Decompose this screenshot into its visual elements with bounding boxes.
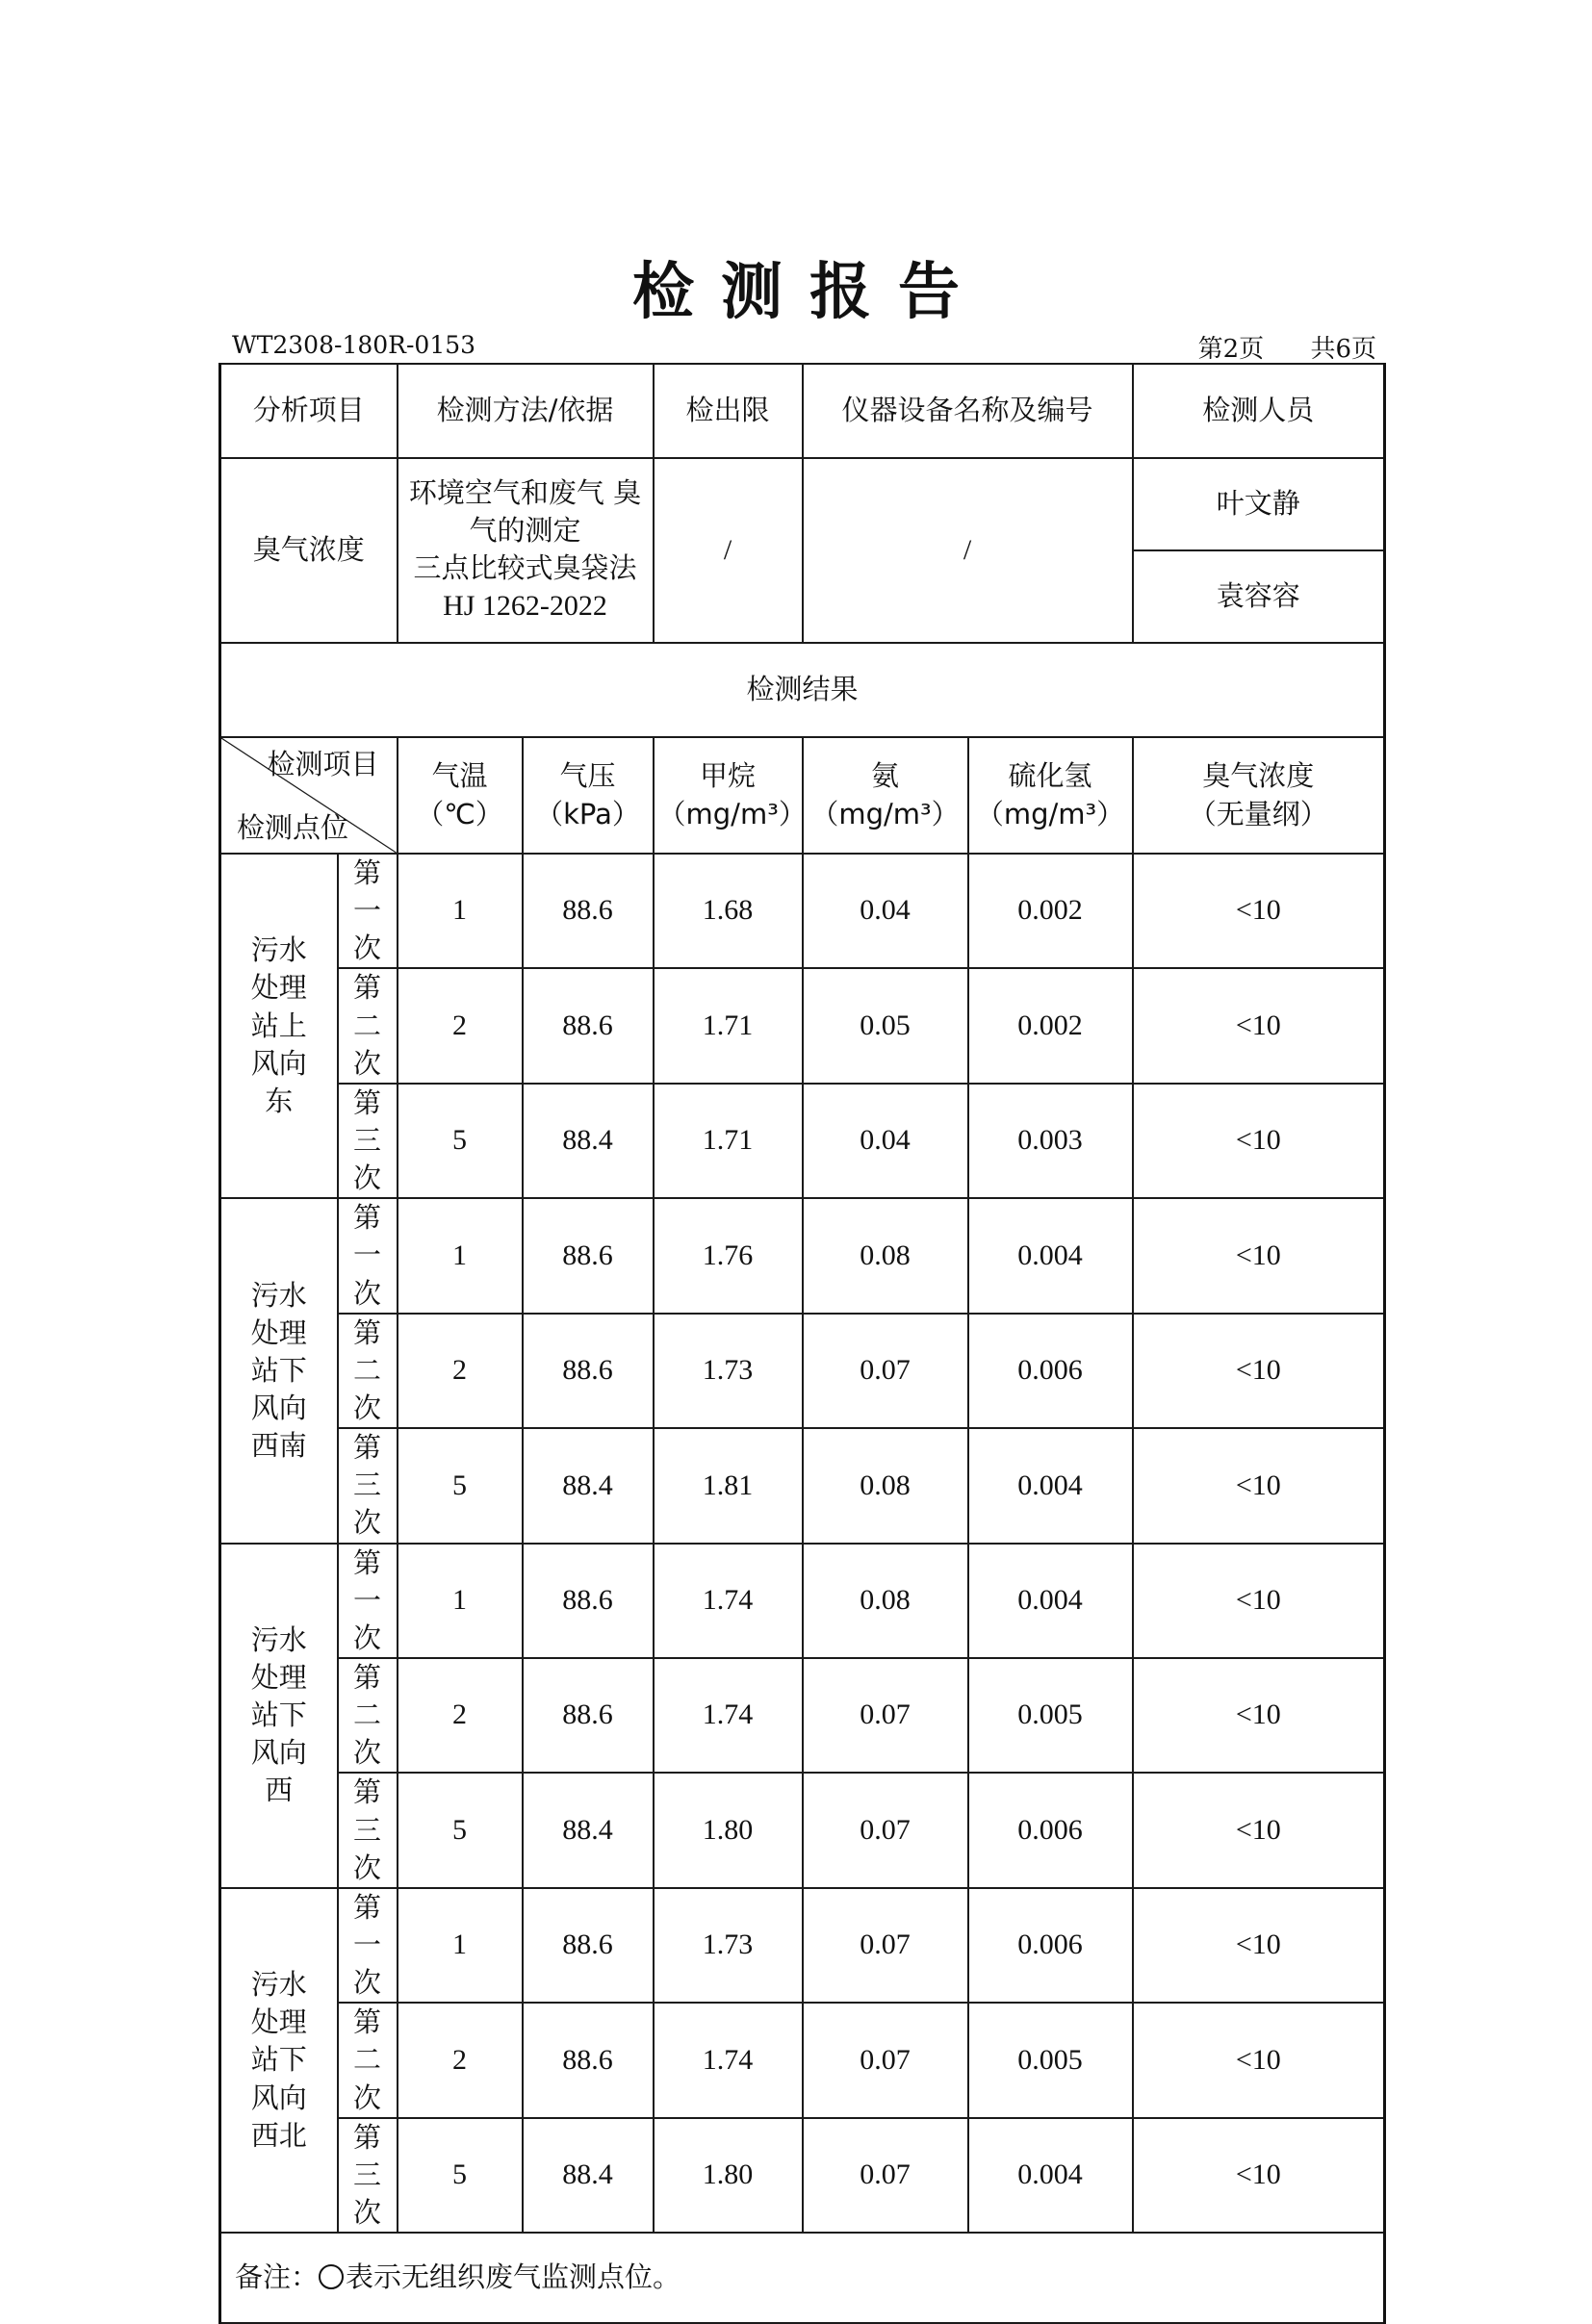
sampling-round: 第三次 bbox=[338, 2118, 398, 2233]
value-cell: 2 bbox=[398, 968, 523, 1083]
column-unit: （无量纲） bbox=[1188, 797, 1328, 830]
value-cell: 1.74 bbox=[654, 1544, 803, 1658]
detection-limit: / bbox=[654, 458, 803, 643]
method-line-1: 环境空气和废气 臭气的测定 bbox=[408, 476, 642, 548]
column-name: 气压 bbox=[559, 759, 616, 793]
location-line: 西 bbox=[265, 1774, 294, 1807]
table-row bbox=[220, 1888, 1385, 2003]
sampling-round: 第三次 bbox=[338, 1773, 398, 1887]
value-cell: 5 bbox=[398, 1428, 523, 1543]
value-cell: <10 bbox=[1133, 854, 1385, 968]
location-line: 站下 bbox=[250, 1353, 307, 1387]
value-cell: 1.74 bbox=[654, 2003, 803, 2117]
value-cell: 88.6 bbox=[523, 1888, 654, 2003]
monitoring-location bbox=[220, 1888, 338, 2233]
column-name: 气温 bbox=[431, 759, 488, 793]
column-unit: （mg/m³） bbox=[657, 797, 807, 830]
table-row bbox=[220, 968, 1385, 1083]
value-cell: <10 bbox=[1133, 1084, 1385, 1198]
value-cell: 1 bbox=[398, 1888, 523, 2003]
report-table bbox=[218, 363, 1386, 2324]
page-number: 第2页 bbox=[1197, 335, 1265, 364]
column-unit: （mg/m³） bbox=[975, 797, 1125, 830]
sampling-round: 第二次 bbox=[338, 2003, 398, 2117]
column-header bbox=[654, 737, 807, 854]
diag-header-item: 检测项目 bbox=[267, 748, 379, 780]
note-row bbox=[220, 2233, 1385, 2323]
header-instrument: 仪器设备名称及编号 bbox=[803, 364, 1133, 458]
table-row bbox=[220, 2003, 1385, 2117]
sampling-round: 第三次 bbox=[338, 1428, 398, 1543]
column-header bbox=[523, 737, 654, 854]
value-cell: 1.80 bbox=[654, 1773, 803, 1887]
method-basis bbox=[398, 458, 654, 643]
header-staff: 检测人员 bbox=[1133, 364, 1385, 458]
value-cell: 0.04 bbox=[803, 854, 968, 968]
results-header-row bbox=[220, 737, 1385, 854]
location-line: 站上 bbox=[250, 1009, 307, 1042]
column-name: 臭气浓度 bbox=[1202, 759, 1315, 793]
column-header bbox=[1133, 737, 1385, 854]
value-cell: 0.004 bbox=[968, 1428, 1133, 1543]
report-title: 检测报告 bbox=[632, 257, 987, 328]
value-cell: 1.80 bbox=[654, 2118, 803, 2233]
value-cell: 0.07 bbox=[803, 1888, 968, 2003]
value-cell: 0.04 bbox=[803, 1084, 968, 1198]
value-cell: <10 bbox=[1133, 1888, 1385, 2003]
value-cell: <10 bbox=[1133, 2118, 1385, 2233]
value-cell: 0.004 bbox=[968, 1544, 1133, 1658]
location-line: 站下 bbox=[250, 1698, 307, 1732]
staff-name-1: 叶文静 bbox=[1133, 458, 1385, 550]
value-cell: 0.08 bbox=[803, 1544, 968, 1658]
value-cell: 2 bbox=[398, 1314, 523, 1428]
location-line: 西南 bbox=[250, 1429, 307, 1463]
sampling-round: 第二次 bbox=[338, 968, 398, 1083]
value-cell: 1 bbox=[398, 1544, 523, 1658]
column-name: 甲烷 bbox=[700, 759, 757, 793]
value-cell: 1.73 bbox=[654, 1888, 803, 2003]
value-cell: 88.6 bbox=[523, 1658, 654, 1773]
value-cell: 88.4 bbox=[523, 2118, 654, 2233]
sampling-round: 第二次 bbox=[338, 1658, 398, 1773]
value-cell: 1 bbox=[398, 854, 523, 968]
table-row bbox=[220, 1773, 1385, 1887]
header-method: 检测方法/依据 bbox=[398, 364, 654, 458]
results-title-row bbox=[220, 643, 1385, 737]
staff-name-2: 袁容容 bbox=[1133, 550, 1385, 643]
value-cell: 88.4 bbox=[523, 1084, 654, 1198]
value-cell: 0.006 bbox=[968, 1888, 1133, 2003]
value-cell: 1.68 bbox=[654, 854, 803, 968]
value-cell: 1.81 bbox=[654, 1428, 803, 1543]
location-line: 风向 bbox=[250, 1046, 307, 1080]
value-cell: 1.73 bbox=[654, 1314, 803, 1428]
table-row bbox=[220, 1314, 1385, 1428]
location-line: 污水 bbox=[250, 933, 307, 967]
table-row bbox=[220, 2118, 1385, 2233]
column-name: 氨 bbox=[871, 759, 900, 793]
method-standard: HJ 1262-2022 bbox=[443, 590, 607, 623]
value-cell: 88.6 bbox=[523, 968, 654, 1083]
value-cell: 2 bbox=[398, 2003, 523, 2117]
value-cell: 2 bbox=[398, 1658, 523, 1773]
value-cell: 0.006 bbox=[968, 1773, 1133, 1887]
diagonal-header-cell bbox=[220, 737, 398, 854]
value-cell: <10 bbox=[1133, 1773, 1385, 1887]
location-line: 处理 bbox=[250, 1315, 307, 1349]
value-cell: <10 bbox=[1133, 1544, 1385, 1658]
column-unit: （mg/m³） bbox=[810, 797, 960, 830]
value-cell: 0.002 bbox=[968, 968, 1133, 1083]
column-unit: （kPa） bbox=[535, 797, 640, 830]
value-cell: 0.07 bbox=[803, 2003, 968, 2117]
note-cell bbox=[220, 2233, 1385, 2323]
header-detection-limit: 检出限 bbox=[654, 364, 803, 458]
location-line: 处理 bbox=[250, 1660, 307, 1694]
column-name: 硫化氢 bbox=[1008, 759, 1092, 793]
column-header bbox=[803, 737, 968, 854]
value-cell: <10 bbox=[1133, 1658, 1385, 1773]
note-label: 备注： bbox=[235, 2260, 320, 2294]
value-cell: 0.08 bbox=[803, 1428, 968, 1543]
value-cell: 1.71 bbox=[654, 1084, 803, 1198]
value-cell: <10 bbox=[1133, 2003, 1385, 2117]
value-cell: 0.005 bbox=[968, 1658, 1133, 1773]
value-cell: 0.07 bbox=[803, 1773, 968, 1887]
location-line: 污水 bbox=[250, 1968, 307, 2002]
sampling-round: 第三次 bbox=[338, 1084, 398, 1198]
value-cell: 88.4 bbox=[523, 1428, 654, 1543]
diag-header-location: 检测点位 bbox=[237, 810, 349, 844]
value-cell: 0.005 bbox=[968, 2003, 1133, 2117]
page-total: 共6页 bbox=[1310, 335, 1376, 364]
monitoring-location bbox=[220, 1544, 338, 1888]
document-number: WT2308-180R-0153 bbox=[232, 331, 476, 359]
method-header-row bbox=[220, 364, 1385, 458]
sampling-round: 第二次 bbox=[338, 1314, 398, 1428]
monitoring-location bbox=[220, 1198, 338, 1543]
results-title: 检测结果 bbox=[220, 643, 1385, 737]
value-cell: 0.003 bbox=[968, 1084, 1133, 1198]
value-cell: 0.006 bbox=[968, 1314, 1133, 1428]
instrument-id: / bbox=[803, 458, 1133, 643]
value-cell: 88.6 bbox=[523, 2003, 654, 2117]
value-cell: 0.002 bbox=[968, 854, 1133, 968]
column-unit: （℃） bbox=[416, 797, 503, 830]
table-row bbox=[220, 1084, 1385, 1198]
value-cell: 0.07 bbox=[803, 1314, 968, 1428]
location-line: 污水 bbox=[250, 1278, 307, 1312]
location-line: 处理 bbox=[250, 2005, 307, 2039]
table-row bbox=[220, 1198, 1385, 1313]
value-cell: 1.71 bbox=[654, 968, 803, 1083]
location-line: 风向 bbox=[250, 1736, 307, 1770]
value-cell: 0.004 bbox=[968, 1198, 1133, 1313]
table-row bbox=[220, 1658, 1385, 1773]
page-indicator bbox=[1198, 329, 1376, 365]
location-line: 处理 bbox=[250, 971, 307, 1005]
value-cell: <10 bbox=[1133, 1198, 1385, 1313]
value-cell: 88.6 bbox=[523, 1314, 654, 1428]
value-cell: 1.74 bbox=[654, 1658, 803, 1773]
sampling-round: 第一次 bbox=[338, 1198, 398, 1313]
location-line: 污水 bbox=[250, 1622, 307, 1656]
value-cell: 1 bbox=[398, 1198, 523, 1313]
analysis-item: 臭气浓度 bbox=[220, 458, 398, 643]
value-cell: <10 bbox=[1133, 1314, 1385, 1428]
value-cell: <10 bbox=[1133, 1428, 1385, 1543]
location-line: 风向 bbox=[250, 1391, 307, 1424]
value-cell: 0.07 bbox=[803, 2118, 968, 2233]
column-header bbox=[398, 737, 523, 854]
value-cell: 0.004 bbox=[968, 2118, 1133, 2233]
method-row-1 bbox=[220, 458, 1385, 550]
value-cell: 88.4 bbox=[523, 1773, 654, 1887]
value-cell: 88.6 bbox=[523, 1198, 654, 1313]
table-row bbox=[220, 854, 1385, 968]
circle-marker-icon bbox=[319, 2264, 344, 2289]
column-header bbox=[968, 737, 1133, 854]
value-cell: 0.05 bbox=[803, 968, 968, 1083]
table-row bbox=[220, 1544, 1385, 1658]
monitoring-location bbox=[220, 854, 338, 1198]
table-row bbox=[220, 1428, 1385, 1543]
value-cell: 5 bbox=[398, 1084, 523, 1198]
sampling-round: 第一次 bbox=[338, 1888, 398, 2003]
value-cell: 88.6 bbox=[523, 854, 654, 968]
location-line: 西北 bbox=[250, 2118, 307, 2152]
location-line: 东 bbox=[265, 1084, 294, 1117]
value-cell: <10 bbox=[1133, 968, 1385, 1083]
value-cell: 5 bbox=[398, 1773, 523, 1887]
header-analysis-item: 分析项目 bbox=[220, 364, 398, 458]
value-cell: 0.07 bbox=[803, 1658, 968, 1773]
value-cell: 0.08 bbox=[803, 1198, 968, 1313]
value-cell: 88.6 bbox=[523, 1544, 654, 1658]
note-text: 表示无组织废气监测点位。 bbox=[346, 2260, 681, 2294]
sampling-round: 第一次 bbox=[338, 1544, 398, 1658]
location-line: 站下 bbox=[250, 2043, 307, 2077]
sampling-round: 第一次 bbox=[338, 854, 398, 968]
location-line: 风向 bbox=[250, 2081, 307, 2114]
value-cell: 1.76 bbox=[654, 1198, 803, 1313]
method-line-2: 三点比较式臭袋法 bbox=[413, 551, 637, 585]
value-cell: 5 bbox=[398, 2118, 523, 2233]
